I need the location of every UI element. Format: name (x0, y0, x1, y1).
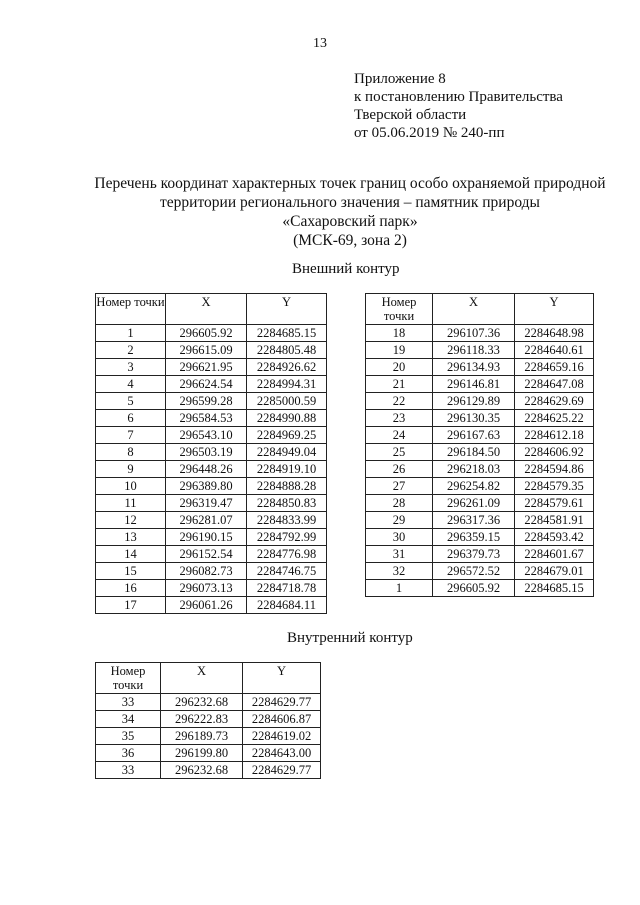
table-row (366, 461, 594, 478)
cell-point-number: 6 (96, 410, 166, 427)
header-y: Y (515, 294, 594, 325)
cell-y: 2284888.28 (247, 478, 327, 495)
title-line: (МСК-69, зона 2) (293, 232, 407, 249)
table-row (96, 376, 327, 393)
cell-point-number: 17 (96, 597, 166, 614)
cell-point-number: 35 (96, 728, 161, 745)
title-line: территории регионального значения – памятник природы (160, 194, 540, 211)
title-line: Перечень координат характерных точек границ особо охраняемой природной (94, 175, 606, 192)
cell-y: 2284612.18 (515, 427, 594, 444)
cell-point-number: 8 (96, 444, 166, 461)
cell-x: 296061.26 (166, 597, 247, 614)
cell-y: 2284579.35 (515, 478, 594, 495)
cell-y: 2284579.61 (515, 495, 594, 512)
cell-x: 296184.50 (433, 444, 515, 461)
table-row (366, 495, 594, 512)
cell-point-number: 4 (96, 376, 166, 393)
table-row (366, 427, 594, 444)
cell-point-number: 25 (366, 444, 433, 461)
table-row (366, 342, 594, 359)
table-row (96, 393, 327, 410)
cell-y: 2284619.02 (243, 728, 321, 745)
table-row (366, 580, 594, 597)
table-row (366, 512, 594, 529)
cell-x: 296118.33 (433, 342, 515, 359)
cell-x: 296254.82 (433, 478, 515, 495)
cell-point-number: 3 (96, 359, 166, 376)
appendix-line: к постановлению Правительства (354, 89, 563, 105)
outer-contour-heading: Внешний контур (292, 261, 400, 277)
inner-contour-table (95, 662, 321, 779)
cell-point-number: 1 (366, 580, 433, 597)
table-row (96, 342, 327, 359)
cell-y: 2284643.00 (243, 745, 321, 762)
cell-point-number: 28 (366, 495, 433, 512)
table-row (366, 376, 594, 393)
table-row (96, 745, 321, 762)
cell-x: 296605.92 (433, 580, 515, 597)
cell-x: 296317.36 (433, 512, 515, 529)
table-row (366, 478, 594, 495)
cell-x: 296152.54 (166, 546, 247, 563)
appendix-reference (354, 70, 563, 142)
table-row (96, 529, 327, 546)
table-row (96, 325, 327, 342)
cell-y: 2284833.99 (247, 512, 327, 529)
cell-x: 296134.93 (433, 359, 515, 376)
cell-point-number: 34 (96, 711, 161, 728)
cell-y: 2284648.98 (515, 325, 594, 342)
cell-x: 296190.15 (166, 529, 247, 546)
table-row (96, 359, 327, 376)
table-row (96, 478, 327, 495)
cell-point-number: 22 (366, 393, 433, 410)
cell-y: 2284776.98 (247, 546, 327, 563)
cell-point-number: 7 (96, 427, 166, 444)
table-row (96, 546, 327, 563)
cell-point-number: 12 (96, 512, 166, 529)
cell-y: 2284593.42 (515, 529, 594, 546)
document-title (60, 174, 640, 250)
table-row (366, 444, 594, 461)
table-row (96, 427, 327, 444)
table-row (96, 410, 327, 427)
cell-x: 296218.03 (433, 461, 515, 478)
outer-contour-table-right (365, 293, 594, 597)
cell-y: 2284718.78 (247, 580, 327, 597)
cell-x: 296448.26 (166, 461, 247, 478)
cell-point-number: 20 (366, 359, 433, 376)
table-row (96, 694, 321, 711)
table-row (366, 563, 594, 580)
cell-point-number: 14 (96, 546, 166, 563)
cell-point-number: 29 (366, 512, 433, 529)
cell-y: 2284606.87 (243, 711, 321, 728)
cell-point-number: 30 (366, 529, 433, 546)
table-row (366, 529, 594, 546)
table-row (96, 461, 327, 478)
appendix-line: Тверской области (354, 107, 467, 123)
table-row (366, 393, 594, 410)
cell-point-number: 10 (96, 478, 166, 495)
table-row (96, 711, 321, 728)
cell-y: 2284625.22 (515, 410, 594, 427)
header-x: X (433, 294, 515, 325)
cell-point-number: 15 (96, 563, 166, 580)
cell-y: 2284629.77 (243, 694, 321, 711)
appendix-line: от 05.06.2019 № 240-пп (354, 125, 505, 141)
cell-point-number: 5 (96, 393, 166, 410)
cell-y: 2284746.75 (247, 563, 327, 580)
cell-point-number: 31 (366, 546, 433, 563)
cell-x: 296167.63 (433, 427, 515, 444)
cell-y: 2284606.92 (515, 444, 594, 461)
cell-x: 296389.80 (166, 478, 247, 495)
header-point-number: Номер точки (96, 663, 161, 694)
cell-point-number: 23 (366, 410, 433, 427)
title-line: «Сахаровский парк» (282, 213, 418, 230)
table-row (96, 580, 327, 597)
outer-contour-table-left (95, 293, 327, 614)
cell-x: 296621.95 (166, 359, 247, 376)
cell-y: 2284994.31 (247, 376, 327, 393)
cell-y: 2284685.15 (247, 325, 327, 342)
cell-point-number: 11 (96, 495, 166, 512)
cell-x: 296222.83 (161, 711, 243, 728)
cell-x: 296503.19 (166, 444, 247, 461)
cell-x: 296189.73 (161, 728, 243, 745)
cell-y: 2285000.59 (247, 393, 327, 410)
cell-y: 2284594.86 (515, 461, 594, 478)
cell-y: 2284684.11 (247, 597, 327, 614)
inner-contour-heading: Внутренний контур (287, 630, 413, 646)
cell-point-number: 1 (96, 325, 166, 342)
header-x: X (166, 294, 247, 325)
cell-x: 296232.68 (161, 762, 243, 779)
cell-x: 296129.89 (433, 393, 515, 410)
header-point-number: Номер точки (96, 294, 166, 325)
table-row (96, 444, 327, 461)
cell-x: 296379.73 (433, 546, 515, 563)
cell-x: 296605.92 (166, 325, 247, 342)
cell-y: 2284919.10 (247, 461, 327, 478)
cell-x: 296281.07 (166, 512, 247, 529)
cell-x: 296261.09 (433, 495, 515, 512)
cell-y: 2284792.99 (247, 529, 327, 546)
cell-x: 296107.36 (433, 325, 515, 342)
cell-x: 296082.73 (166, 563, 247, 580)
cell-point-number: 2 (96, 342, 166, 359)
cell-y: 2284601.67 (515, 546, 594, 563)
cell-point-number: 26 (366, 461, 433, 478)
cell-y: 2284850.83 (247, 495, 327, 512)
cell-point-number: 33 (96, 762, 161, 779)
page-number: 13 (313, 36, 327, 51)
cell-y: 2284581.91 (515, 512, 594, 529)
table-row (366, 546, 594, 563)
table-row (96, 762, 321, 779)
header-point-number: Номер точки (366, 294, 433, 325)
cell-x: 296319.47 (166, 495, 247, 512)
cell-point-number: 27 (366, 478, 433, 495)
cell-y: 2284640.61 (515, 342, 594, 359)
cell-x: 296615.09 (166, 342, 247, 359)
cell-x: 296359.15 (433, 529, 515, 546)
cell-x: 296624.54 (166, 376, 247, 393)
cell-x: 296073.13 (166, 580, 247, 597)
appendix-line: Приложение 8 (354, 71, 446, 87)
cell-y: 2284805.48 (247, 342, 327, 359)
cell-x: 296543.10 (166, 427, 247, 444)
cell-point-number: 21 (366, 376, 433, 393)
cell-point-number: 13 (96, 529, 166, 546)
cell-point-number: 18 (366, 325, 433, 342)
cell-x: 296130.35 (433, 410, 515, 427)
table-row (366, 410, 594, 427)
cell-y: 2284647.08 (515, 376, 594, 393)
header-y: Y (243, 663, 321, 694)
cell-y: 2284969.25 (247, 427, 327, 444)
cell-y: 2284990.88 (247, 410, 327, 427)
cell-x: 296572.52 (433, 563, 515, 580)
cell-x: 296232.68 (161, 694, 243, 711)
table-row (96, 563, 327, 580)
header-y: Y (247, 294, 327, 325)
cell-point-number: 16 (96, 580, 166, 597)
cell-y: 2284629.77 (243, 762, 321, 779)
cell-x: 296584.53 (166, 410, 247, 427)
cell-x: 296199.80 (161, 745, 243, 762)
header-x: X (161, 663, 243, 694)
cell-y: 2284659.16 (515, 359, 594, 376)
cell-point-number: 24 (366, 427, 433, 444)
cell-point-number: 32 (366, 563, 433, 580)
table-row (366, 359, 594, 376)
table-row (96, 728, 321, 745)
cell-x: 296599.28 (166, 393, 247, 410)
cell-x: 296146.81 (433, 376, 515, 393)
cell-y: 2284679.01 (515, 563, 594, 580)
table-row (96, 495, 327, 512)
cell-y: 2284685.15 (515, 580, 594, 597)
cell-point-number: 33 (96, 694, 161, 711)
cell-point-number: 36 (96, 745, 161, 762)
table-row (96, 512, 327, 529)
cell-point-number: 9 (96, 461, 166, 478)
cell-y: 2284949.04 (247, 444, 327, 461)
cell-point-number: 19 (366, 342, 433, 359)
table-row (96, 597, 327, 614)
cell-y: 2284629.69 (515, 393, 594, 410)
table-row (366, 325, 594, 342)
cell-y: 2284926.62 (247, 359, 327, 376)
